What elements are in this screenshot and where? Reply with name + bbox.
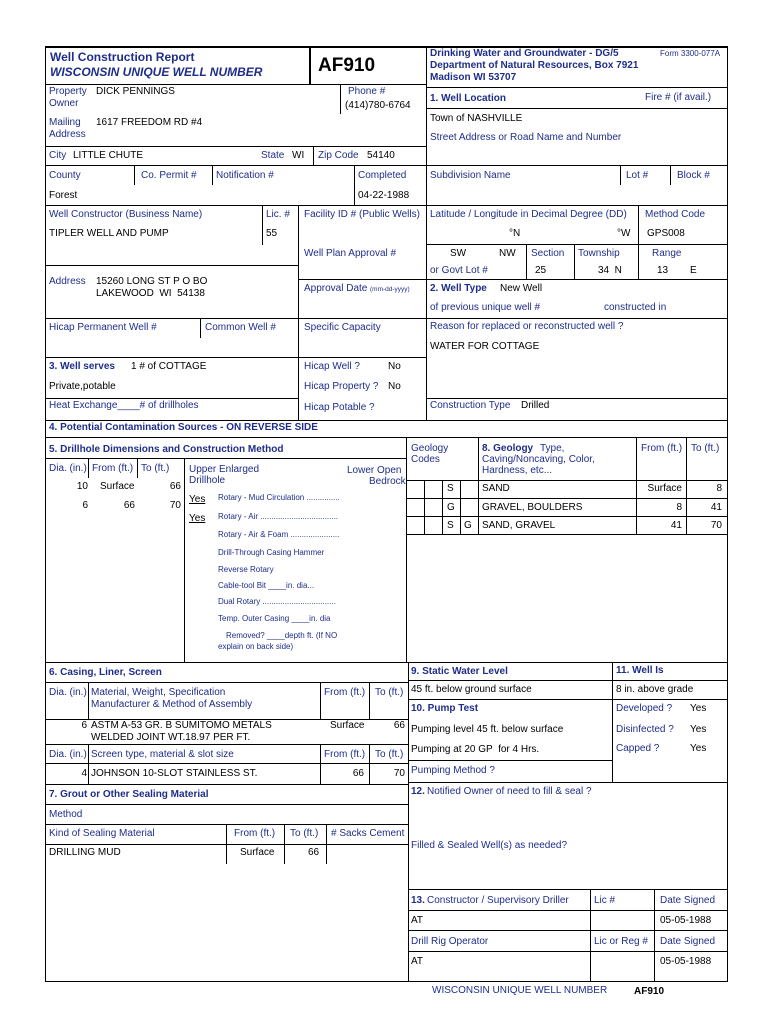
well-serves-title: 3. Well serves xyxy=(49,361,115,372)
date-signed-1: 05-05-1988 xyxy=(660,915,712,926)
zip-value: 54140 xyxy=(367,150,395,161)
grout-from: Surface xyxy=(240,847,275,858)
drill-row1-from: Surface xyxy=(100,481,135,492)
pumping-level: Pumping level 45 ft. below surface xyxy=(411,724,564,735)
hdr-h xyxy=(46,84,426,85)
c-v4 xyxy=(88,744,89,784)
hdr-v xyxy=(309,46,311,84)
operator-label: Drill Rig Operator xyxy=(411,936,489,947)
well-serves-kind: Private,potable xyxy=(49,381,116,392)
r-h5 xyxy=(427,279,727,280)
zip-label: Zip Code xyxy=(318,150,359,161)
address-label: Address xyxy=(49,129,86,140)
quarter-nw: NW xyxy=(499,248,516,259)
notified-number: 12. xyxy=(411,786,425,797)
town-value: Town of NASHVILLE xyxy=(430,113,523,124)
geo-row3-code1: S xyxy=(447,520,454,531)
casing-from-label: From (ft.) xyxy=(324,687,366,698)
west-unit: °W xyxy=(617,228,631,239)
h-approval xyxy=(298,279,426,280)
g-h4 xyxy=(406,534,728,535)
zip-v xyxy=(313,146,314,165)
well-location-title: 1. Well Location xyxy=(430,93,506,104)
drill-row2-from: 66 xyxy=(123,500,135,511)
screen-dia: 4 xyxy=(81,768,87,779)
agency-line2: Department of Natural Resources, Box 7921 xyxy=(430,60,639,71)
geology-codes-label2: Codes xyxy=(411,454,440,465)
s-h1 xyxy=(408,889,728,890)
fire-label: Fire # (if avail.) xyxy=(645,92,712,103)
geo-row3-from: 41 xyxy=(670,520,682,531)
permit-label: Co. Permit # xyxy=(141,170,197,181)
casing-material-label2: Manufacturer & Method of Assembly xyxy=(91,699,253,710)
geology-from-label: From (ft.) xyxy=(641,443,683,454)
developed-value: Yes xyxy=(690,703,707,714)
approval-date-format: (mm-dd-yyyy) xyxy=(370,286,410,293)
contamination-title: 4. Potential Contamination Sources - ON REVERSE SIDE xyxy=(49,422,318,433)
grout-to: 66 xyxy=(308,847,320,858)
specific-capacity-label: Specific Capacity xyxy=(304,322,381,333)
geo-row2-desc: GRAVEL, BOULDERS xyxy=(482,502,583,513)
form-title: Well Construction Report xyxy=(50,50,195,64)
license-value: 55 xyxy=(266,228,278,239)
geo-row2-from: 8 xyxy=(676,502,682,513)
screen-label: Screen type, material & slot size xyxy=(91,749,234,760)
geo-row1-code1: S xyxy=(447,483,454,494)
grout-title: 7. Grout or Other Sealing Material xyxy=(49,789,209,800)
heat-exchange-label: Heat Exchange____# of drillholes xyxy=(49,400,199,411)
geo-row1-desc: SAND xyxy=(482,483,510,494)
unique-well-number: AF910 xyxy=(318,55,376,76)
screen-from-label: From (ft.) xyxy=(324,749,366,760)
date-signed-2: 05-05-1988 xyxy=(660,956,712,967)
plan-approval-label: Well Plan Approval # xyxy=(304,248,397,259)
r-h1 xyxy=(427,108,727,109)
geo-row3-desc: SAND, GRAVEL xyxy=(482,520,556,531)
row-city-top xyxy=(46,146,426,147)
c-h-method xyxy=(408,760,612,761)
section-value: 25 xyxy=(535,265,547,276)
gr-h1 xyxy=(46,804,408,805)
owner-name: DICK PENNINGS xyxy=(96,86,175,97)
property-label: Property xyxy=(49,86,87,97)
lic-reg-label: Lic or Reg # xyxy=(594,936,648,947)
geo-row2-code1: G xyxy=(447,502,455,513)
capped-value: Yes xyxy=(690,743,707,754)
construction-type-value: Drilled xyxy=(521,400,550,411)
geology-line2: Caving/Noncaving, Color, xyxy=(482,454,595,465)
method-code-value: GPS008 xyxy=(647,228,685,239)
h-contam-top xyxy=(46,420,728,421)
grout-to-label: To (ft.) xyxy=(290,828,319,839)
r-v-sec xyxy=(526,244,527,280)
mailing-address: 1617 FREEDOM RD #4 xyxy=(96,117,203,128)
grout-kind-label: Kind of Sealing Material xyxy=(49,828,155,839)
g-v-c2 xyxy=(460,480,461,534)
geology-type-label: Type, xyxy=(540,443,565,454)
gr-v3 xyxy=(326,824,327,864)
method-label-5: Reverse Rotary xyxy=(218,565,274,574)
geo-row3-code2: G xyxy=(464,520,472,531)
state-label: State xyxy=(261,150,285,161)
hicap-permanent-label: Hicap Permanent Well # xyxy=(49,322,157,333)
g-h1 xyxy=(406,480,728,481)
operator-signature: AT xyxy=(411,956,424,967)
reason-label: Reason for replaced or reconstructed well ? xyxy=(430,321,624,332)
g-v-desc xyxy=(478,437,479,534)
constructor-address1: 15260 LONG ST P O BO xyxy=(96,276,208,287)
static-value: 45 ft. below ground surface xyxy=(411,684,532,695)
form-subtitle: WISCONSIN UNIQUE WELL NUMBER xyxy=(50,65,263,79)
approval-date-label: Approval Date xyxy=(304,283,368,294)
range-direction: E xyxy=(690,265,697,276)
mailing-label: Mailing xyxy=(49,117,81,128)
method-label-1: Rotary - Mud Circulation ............... xyxy=(218,493,340,502)
drill-dia-label: Dia. (in.) xyxy=(49,463,87,474)
grout-method-label: Method xyxy=(49,809,83,820)
facility-label: Facility ID # (Public Wells) xyxy=(304,209,420,220)
drill-row1-to: 66 xyxy=(169,481,181,492)
owner-label: Owner xyxy=(49,98,79,109)
c-h1 xyxy=(46,682,408,683)
d-h1 xyxy=(46,458,406,459)
method-label-3: Rotary - Air & Foam ...................... xyxy=(218,530,340,539)
c-h5r xyxy=(408,782,728,783)
construction-type-label: Construction Type xyxy=(430,400,511,411)
h-contam-bot xyxy=(46,437,728,438)
reason-value: WATER FOR COTTAGE xyxy=(430,341,540,352)
method-label-6: Cable-tool Bit ____in. dia... xyxy=(218,581,315,590)
drill-row2-to: 70 xyxy=(169,500,181,511)
g-v-c0 xyxy=(424,480,425,534)
casing-to-label: To (ft.) xyxy=(375,687,404,698)
d-v1 xyxy=(88,458,89,478)
notified-label: Notified Owner of need to fill & seal ? xyxy=(427,786,592,797)
frame-right xyxy=(727,46,728,982)
v2 xyxy=(212,165,213,185)
township-value: 34 N xyxy=(598,265,622,276)
township-label: Township xyxy=(578,248,620,259)
street-label: Street Address or Road Name and Number xyxy=(430,132,622,143)
completed-date: 04-22-1988 xyxy=(358,190,410,201)
r-v-lot xyxy=(620,165,621,185)
casing-dia-label: Dia. (in.) xyxy=(49,687,87,698)
removed-line1: Removed? ____depth ft. (If NO xyxy=(226,631,338,640)
filled-sealed-label: Filled & Sealed Well(s) as needed? xyxy=(411,840,568,851)
screen-value: JOHNSON 10-SLOT STAINLESS ST. xyxy=(91,768,258,779)
hicap-well-value: No xyxy=(388,361,401,372)
phone-value: (414)780-6764 xyxy=(345,100,411,111)
grout-kind: DRILLING MUD xyxy=(49,847,121,858)
agency-line1: Drinking Water and Groundwater - DG/5 xyxy=(430,48,619,59)
county-label: County xyxy=(49,170,81,181)
bedrock-label: Bedrock xyxy=(369,476,406,487)
grout-sacks-label: # Sacks Cement xyxy=(331,828,405,839)
r-h7 xyxy=(427,398,727,399)
geo-row1-from: Surface xyxy=(647,483,682,494)
state-value: WI xyxy=(292,150,305,161)
d-v2 xyxy=(137,458,138,478)
city-value: LITTLE CHUTE xyxy=(73,150,144,161)
phone-v xyxy=(340,84,341,114)
main-divider xyxy=(426,46,427,420)
grout-from-label: From (ft.) xyxy=(234,828,276,839)
casing-from: Surface xyxy=(330,720,365,731)
geo-row1-to: 8 xyxy=(716,483,722,494)
r-v-rng xyxy=(638,244,639,280)
lot-label: Lot # xyxy=(626,170,649,181)
constructor-label: Well Constructor (Business Name) xyxy=(49,209,203,220)
c-h5 xyxy=(46,784,408,785)
county-value: Forest xyxy=(49,190,78,201)
c-v-wellis xyxy=(612,662,613,782)
screen-dia-label: Dia. (in.) xyxy=(49,749,87,760)
well-is-grade: 8 in. above grade xyxy=(616,684,694,695)
lower-open-label: Lower Open xyxy=(347,465,402,476)
gr-h2 xyxy=(46,824,408,825)
constructor-address-label: Address xyxy=(49,276,86,287)
h-addr xyxy=(46,265,298,266)
disinfected-value: Yes xyxy=(690,724,707,735)
constructor-address2: LAKEWOOD WI 54138 xyxy=(96,288,205,299)
screen-to: 70 xyxy=(393,768,405,779)
g-v-to xyxy=(686,437,687,534)
screen-to-label: To (ft.) xyxy=(375,749,404,760)
well-type-title: 2. Well Type xyxy=(430,283,487,294)
casing-to: 66 xyxy=(393,720,405,731)
phone-label: Phone # xyxy=(348,86,386,97)
drillhole-title: 5. Drillhole Dimensions and Construction Method xyxy=(49,444,284,455)
signature-number: 13. xyxy=(411,895,425,906)
capped-label: Capped ? xyxy=(616,743,660,754)
casing-title: 6. Casing, Liner, Screen xyxy=(49,667,162,678)
d-v-upper xyxy=(184,458,185,662)
g-v-from xyxy=(636,437,637,534)
north-unit: °N xyxy=(509,228,521,239)
c-h0 xyxy=(46,662,728,663)
gr-v2 xyxy=(284,824,285,864)
hdr-h2 xyxy=(427,87,727,88)
c-v3 xyxy=(369,682,370,719)
screen-from: 66 xyxy=(352,768,364,779)
method-code-label: Method Code xyxy=(645,209,706,220)
geology-line3: Hardness, etc... xyxy=(482,465,553,476)
geo-row3-to: 70 xyxy=(710,520,722,531)
r-h4 xyxy=(427,244,727,245)
main-divider-2 xyxy=(408,662,409,982)
c-h-pump xyxy=(408,699,728,700)
geology-title: 8. Geology xyxy=(482,443,534,454)
block-label: Block # xyxy=(677,170,710,181)
method-mark-2: Yes xyxy=(189,513,206,524)
footer-code: AF910 xyxy=(634,986,665,997)
quarter-sw: SW xyxy=(450,248,467,259)
geology-to-label: To (ft.) xyxy=(691,443,720,454)
date-signed-label-2: Date Signed xyxy=(660,936,716,947)
s-h4 xyxy=(408,951,728,952)
pumping-rate: Pumping at 20 GP for 4 Hrs. xyxy=(411,744,540,755)
h-serves xyxy=(46,357,426,358)
geology-codes-label1: Geology xyxy=(411,443,449,454)
date-signed-label-1: Date Signed xyxy=(660,895,716,906)
v1 xyxy=(134,165,135,185)
c-h3 xyxy=(46,744,408,745)
footer-label: WISCONSIN UNIQUE WELL NUMBER xyxy=(432,985,608,996)
method-label-4: Drill-Through Casing Hammer xyxy=(218,548,325,557)
casing-material1: ASTM A-53 GR. B SUMITOMO METALS xyxy=(91,720,272,731)
method-mark-1: Yes xyxy=(189,494,206,505)
constructor-driller-label: Constructor / Supervisory Driller xyxy=(427,895,569,906)
g-h2 xyxy=(406,498,728,499)
range-value: 13 xyxy=(657,265,669,276)
row-county-top xyxy=(46,165,426,166)
r-v-block xyxy=(670,165,671,185)
casing-material2: WELDED JOINT WT.18.97 PER FT. xyxy=(91,732,251,743)
constructor-name: TIPLER WELL AND PUMP xyxy=(49,228,169,239)
pumping-method-label: Pumping Method ? xyxy=(411,765,495,776)
previous-well-label: of previous unique well # xyxy=(430,302,541,313)
hicap-property-value: No xyxy=(388,381,401,392)
h-hicap xyxy=(46,318,426,319)
frame-top xyxy=(46,46,728,48)
c-v6 xyxy=(369,744,370,784)
well-type-value: New Well xyxy=(500,283,543,294)
method-label-8: Temp. Outer Casing ____in. dia xyxy=(218,614,331,623)
r-h3 xyxy=(427,205,727,206)
govt-lot-label: or Govt Lot # xyxy=(430,265,488,276)
row-constructor-top xyxy=(46,205,426,206)
hicap-well-label: Hicap Well ? xyxy=(304,361,360,372)
removed-line2: explain on back side) xyxy=(218,642,294,651)
s-v1 xyxy=(590,889,591,981)
notification-label: Notification # xyxy=(216,170,274,181)
well-serves-count: 1 # of COTTAGE xyxy=(131,361,207,372)
h-heat xyxy=(46,398,298,399)
sig-lic-label: Lic # xyxy=(594,895,616,906)
c-v2 xyxy=(320,682,321,719)
gr-v1 xyxy=(226,824,227,864)
s-v2 xyxy=(654,889,655,981)
c-v1 xyxy=(88,682,89,719)
g-h3 xyxy=(406,516,728,517)
c-h1r xyxy=(408,680,728,681)
v5 xyxy=(298,205,299,420)
drill-from-label: From (ft.) xyxy=(92,463,134,474)
gr-h3 xyxy=(46,844,408,845)
drill-row2-dia: 6 xyxy=(82,500,88,511)
hicap-potable-label: Hicap Potable ? xyxy=(304,402,375,413)
s-h2 xyxy=(408,910,728,911)
static-title: 9. Static Water Level xyxy=(411,666,508,677)
frame-bottom xyxy=(45,981,728,982)
drillhole-label: Drillhole xyxy=(189,475,226,486)
d-v-geo xyxy=(406,437,407,662)
geo-row2-to: 41 xyxy=(710,502,722,513)
constructed-in-label: constructed in xyxy=(604,302,667,313)
method-label-2: Rotary - Air ................................... xyxy=(218,512,339,521)
subdivision-label: Subdivision Name xyxy=(430,170,511,181)
disinfected-label: Disinfected ? xyxy=(616,724,674,735)
latlong-label: Latitude / Longitude in Decimal Degree (DD) xyxy=(430,209,627,220)
casing-material-label1: Material, Weight, Specification xyxy=(91,687,226,698)
v-common xyxy=(200,318,201,338)
city-label: City xyxy=(49,150,67,161)
form-number: Form 3300-077A xyxy=(660,49,721,58)
completed-label: Completed xyxy=(358,170,407,181)
range-label: Range xyxy=(652,248,682,259)
c-h4 xyxy=(46,763,408,764)
frame-left xyxy=(45,46,46,982)
drill-to-label: To (ft.) xyxy=(141,463,170,474)
drill-row1-dia: 10 xyxy=(76,481,88,492)
r-h6 xyxy=(427,318,727,319)
s-h3 xyxy=(408,930,728,931)
v4 xyxy=(262,205,263,245)
v3 xyxy=(354,165,355,205)
method-label-7: Dual Rotary ................................. xyxy=(218,597,336,606)
developed-label: Developed ? xyxy=(616,703,673,714)
well-is-title: 11. Well Is xyxy=(616,665,664,676)
casing-dia: 6 xyxy=(81,720,87,731)
r-h2 xyxy=(427,165,727,166)
r-v-method xyxy=(638,205,639,245)
hicap-property-label: Hicap Property ? xyxy=(304,381,379,392)
license-label: Lic. # xyxy=(266,209,290,220)
g-v-c1 xyxy=(442,480,443,534)
constructor-signature: AT xyxy=(411,915,424,926)
r-v-twp xyxy=(574,244,575,280)
common-well-label: Common Well # xyxy=(205,322,276,333)
upper-enlarged-label: Upper Enlarged xyxy=(189,464,260,475)
c-v5 xyxy=(320,744,321,784)
agency-line3: Madison WI 53707 xyxy=(430,72,517,83)
pump-test-title: 10. Pump Test xyxy=(411,703,479,714)
section-label: Section xyxy=(531,248,565,259)
